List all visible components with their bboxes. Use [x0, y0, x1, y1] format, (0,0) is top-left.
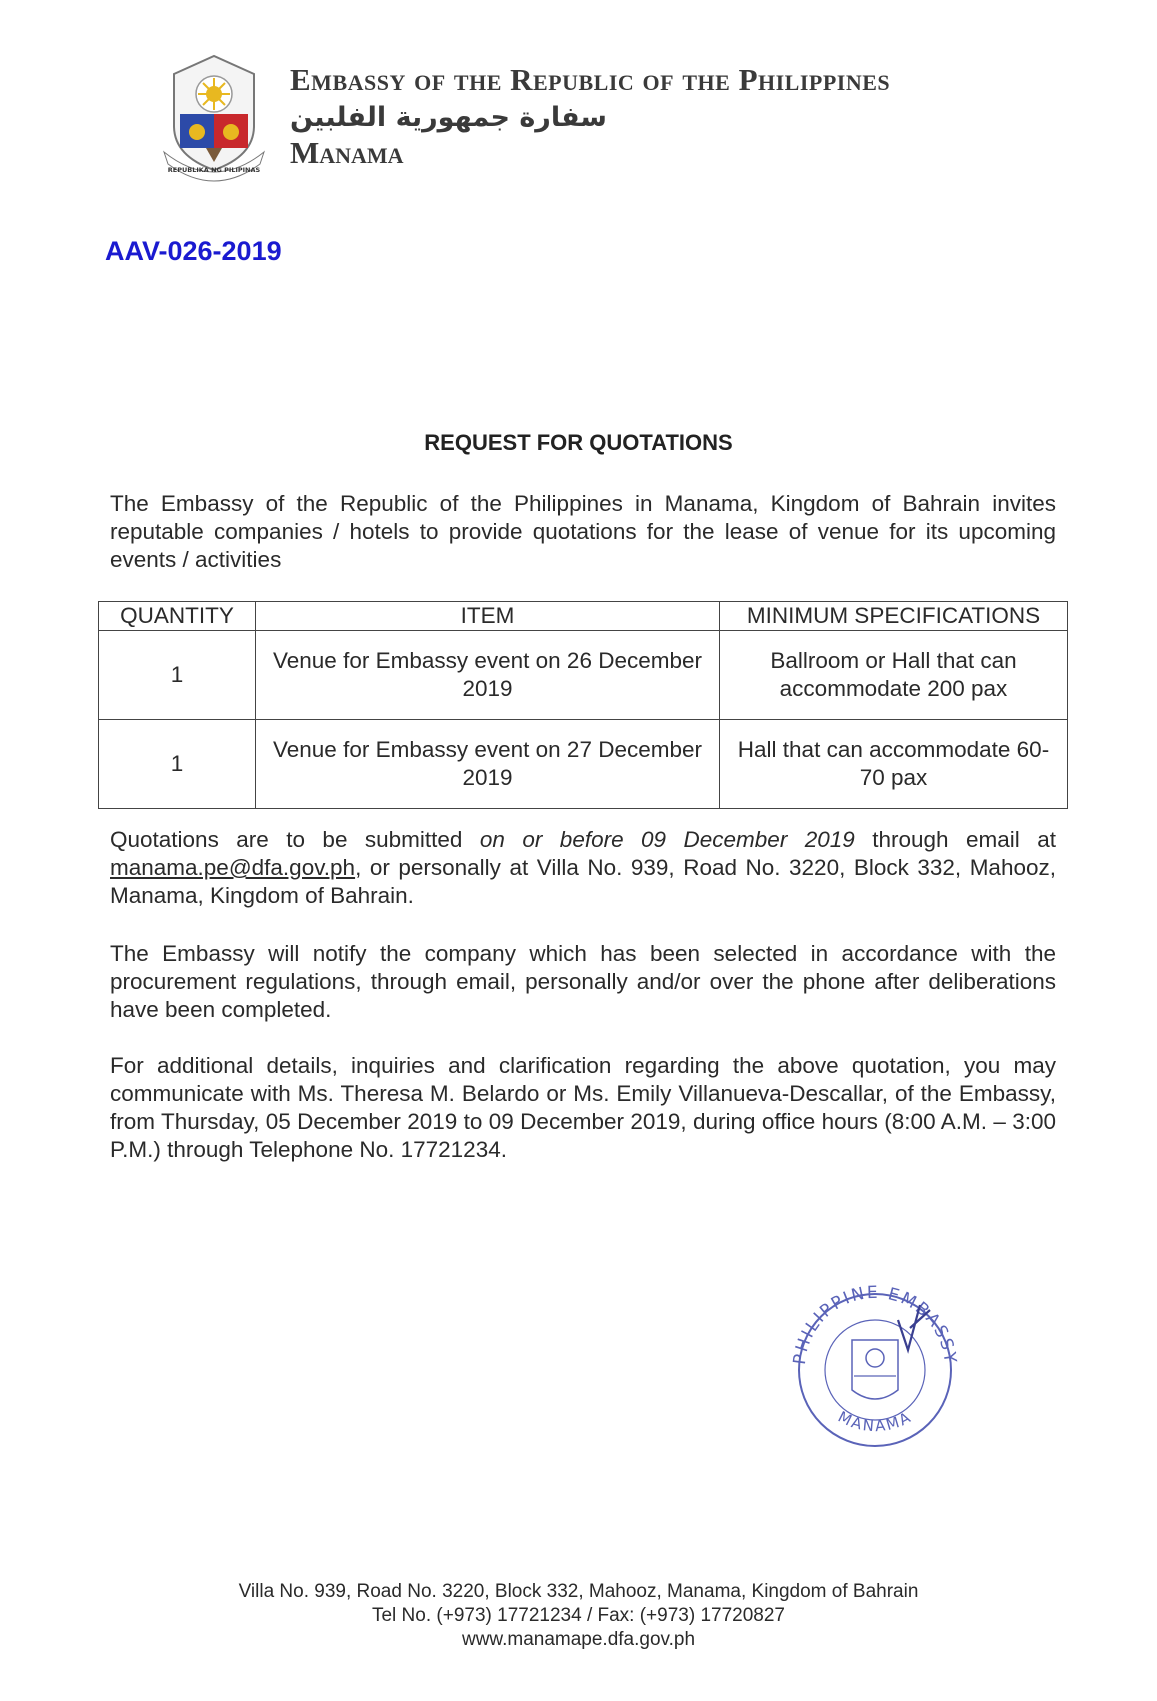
submission-paragraph: [110, 826, 1056, 910]
details-paragraph: For additional details, inquiries and clarification regarding the above quotation, you may communicate with Ms. Theresa M. Belardo or Ms. Emily Villanueva-Descallar, of the Embassy, from Thursday, 05 December 2019 to 09 December 2019, during office hours (8:00 A.M. – 3:00 P.M.) through Telephone No. 17721234.: [110, 1053, 1056, 1162]
notification-paragraph: The Embassy will notify the company which has been selected in accordance with the procurement regulations, through email, personally and/or over the phone after deliberations have been completed.: [110, 941, 1056, 1022]
header-quantity: QUANTITY: [99, 602, 256, 631]
header-item: ITEM: [256, 602, 720, 631]
table-header-row: [99, 602, 1068, 631]
submission-text-start: Quotations are to be submitted: [110, 827, 480, 852]
embassy-stamp-icon: [780, 1280, 970, 1450]
reference-code: AAV-026-2019: [105, 236, 282, 266]
quotation-table: [98, 601, 1068, 809]
embassy-name-arabic: سفارة جمهورية الفلبين: [290, 102, 607, 133]
header-specifications: MINIMUM SPECIFICATIONS: [720, 602, 1068, 631]
row-quantity: 1: [99, 720, 256, 809]
row-quantity: 1: [99, 631, 256, 720]
submission-text-end: , or personally at Villa No. 939, Road No. 3220, Block 332, Mahooz, Manama, Kingdom of Bahrain.: [110, 855, 1056, 908]
table-row: [99, 631, 1068, 720]
email-link[interactable]: manama.pe@dfa.gov.ph: [110, 855, 356, 880]
row-spec: Hall that can accommodate 60-70 pax: [720, 720, 1068, 809]
table-row: [99, 720, 1068, 809]
row-item: Venue for Embassy event on 26 December 2019: [256, 631, 720, 720]
footer: [0, 1580, 1157, 1652]
row-item: Venue for Embassy event on 27 December 2019: [256, 720, 720, 809]
document-title: REQUEST FOR QUOTATIONS: [424, 430, 733, 455]
seal-ribbon-text: REPUBLIKA NG PILIPINAS: [167, 166, 261, 174]
philippine-seal-icon: [160, 52, 268, 182]
footer-website[interactable]: www.manamape.dfa.gov.ph: [461, 1629, 696, 1650]
footer-address: Villa No. 939, Road No. 3220, Block 332, Mahooz, Manama, Kingdom of Bahrain: [238, 1581, 919, 1602]
footer-phone: Tel No. (+973) 17721234 / Fax: (+973) 17720827: [371, 1605, 785, 1626]
embassy-name: Embassy of the Republic of the Philippines: [290, 62, 891, 97]
letterhead: [290, 62, 890, 171]
stamp-bottom-text: MANAMA: [835, 1407, 915, 1436]
stamp-top-text: PHILIPPINE EMBASSY: [789, 1282, 961, 1366]
embassy-city: Manama: [290, 135, 404, 170]
intro-paragraph: The Embassy of the Republic of the Philippines in Manama, Kingdom of Bahrain invites reputable companies / hotels to provide quotations for the lease of venue for its upcoming events / activities: [110, 491, 1056, 572]
submission-deadline: on or before 09 December 2019: [479, 827, 855, 852]
submission-text-middle: through email at: [854, 827, 1056, 852]
row-spec: Ballroom or Hall that can accommodate 200 pax: [720, 631, 1068, 720]
